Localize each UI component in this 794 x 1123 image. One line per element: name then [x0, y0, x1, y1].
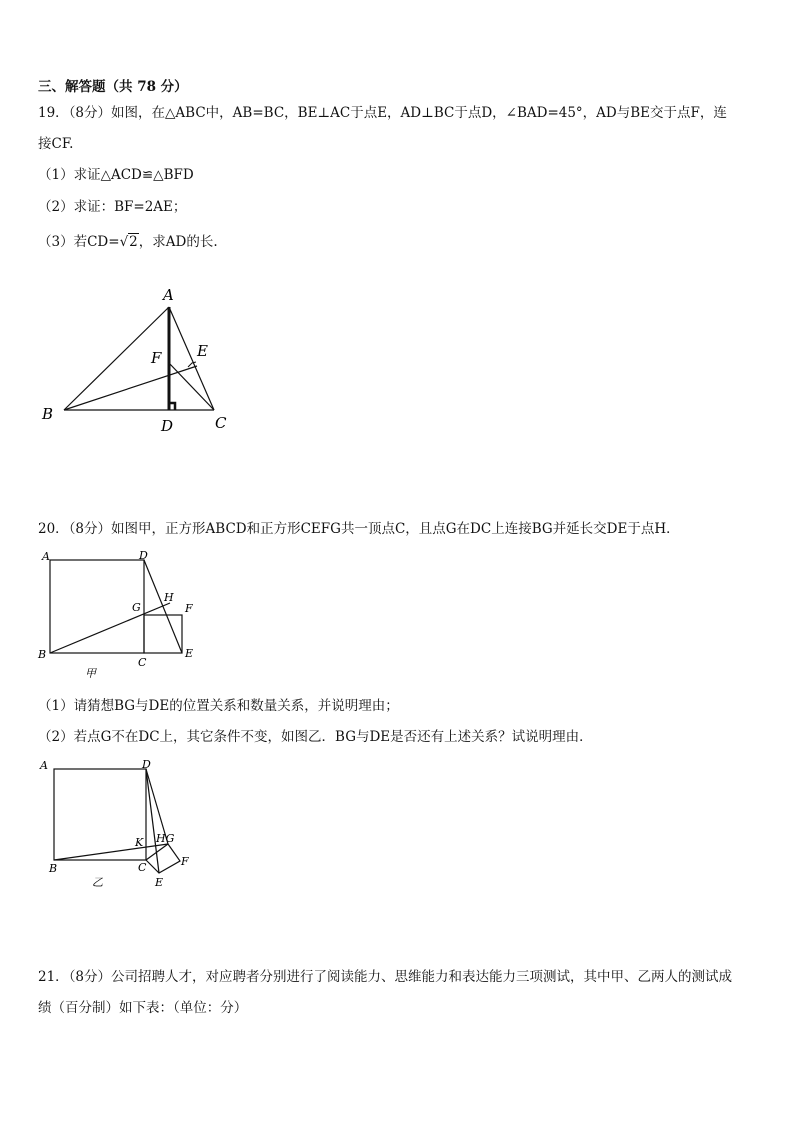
q19-text-2: 接CF. — [38, 136, 74, 152]
q19-label-D: D — [161, 417, 174, 435]
q20-caption-jia: 甲 — [85, 667, 96, 680]
q19-label-B: B — [42, 405, 54, 423]
q19-label-C: C — [215, 414, 227, 432]
q20a-label-H: H — [164, 591, 174, 604]
q20b-label-F: F — [181, 855, 189, 868]
q19-sub-1: （1）求证△ACD≌△BFD — [38, 167, 194, 183]
q20a-label-C: C — [138, 656, 147, 669]
q20a-label-E: E — [185, 647, 194, 660]
q19-sub-2: （2）求证：BF=2AE； — [38, 199, 187, 215]
q20-text-1: 如图甲，正方形ABCD和正方形CEFG共一顶点C，且点G在DC上连接BG并延长交DE于点H． — [111, 521, 680, 537]
q20b-label-C: C — [138, 861, 147, 874]
q20a-label-F: F — [185, 602, 193, 615]
q21-text-2: 绩（百分制）如下表：（单位：分） — [38, 1000, 248, 1016]
q21-score: （8分） — [68, 969, 112, 985]
q19-label-A: A — [163, 286, 174, 304]
sqrt-radicand: 2 — [129, 234, 138, 250]
q20-number: 20． — [38, 521, 69, 537]
q19-label-E: E — [197, 342, 208, 360]
q20b-label-E: E — [155, 876, 164, 889]
q20-caption-yi: 乙 — [92, 876, 103, 889]
q19-figure — [38, 280, 248, 440]
q20b-label-B: B — [49, 862, 58, 875]
q19-line-1 — [38, 104, 727, 122]
q20a-label-G: G — [132, 601, 141, 614]
q19-text-1: 如图，在△ABC中，AB=BC，BE⊥AC于点E，AD⊥BC于点D，∠BAD=45°，AD与BE交于点F，连 — [111, 105, 727, 121]
q20a-label-B: B — [38, 648, 47, 661]
sqrt-symbol: √2 — [119, 234, 138, 250]
q20-line-1 — [38, 520, 680, 538]
q19-number: 19． — [38, 105, 69, 121]
q19-score: （8分） — [68, 105, 112, 121]
q20a-label-A: A — [42, 550, 50, 563]
q19-sub-3 — [38, 233, 218, 251]
q20a-label-D: D — [139, 549, 148, 562]
q20b-label-A: A — [40, 759, 48, 772]
q20b-label-HG: HG — [156, 832, 175, 845]
q19-sub-3-pre: （3）若CD= — [38, 234, 120, 250]
q21-number: 21． — [38, 969, 69, 985]
q21-text-1: 公司招聘人才，对应聘者分别进行了阅读能力、思维能力和表达能力三项测试，其中甲、乙两人的测试成 — [111, 969, 733, 985]
q21-line-1 — [38, 968, 732, 986]
q20-figure-yi — [38, 755, 208, 895]
q20-sub-1: （1）请猜想BG与DE的位置关系和数量关系，并说明理由； — [38, 698, 399, 714]
section-title: 三、解答题（共 78 分） — [38, 79, 188, 95]
q19-sub-3-post: ，求AD的长. — [138, 234, 218, 250]
q19-label-F: F — [151, 349, 162, 367]
q20-figure-jia — [38, 545, 208, 685]
q20-score: （8分） — [68, 521, 112, 537]
q20b-label-D: D — [142, 758, 151, 771]
q20-sub-2: （2）若点G不在DC上，其它条件不变，如图乙．BG与DE是否还有上述关系？试说明理由． — [38, 729, 593, 745]
q20b-label-K: K — [135, 836, 144, 849]
